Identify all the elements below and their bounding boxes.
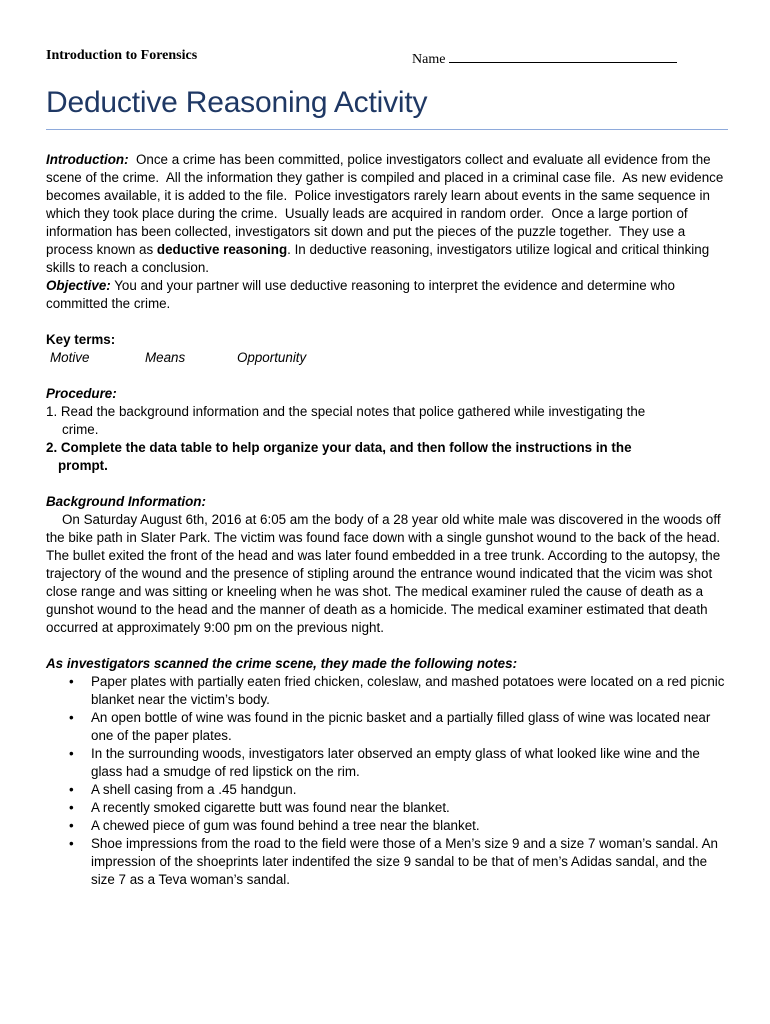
name-field xyxy=(412,48,677,68)
note-item: • Paper plates with partially eaten fried chicken, coleslaw, and mashed potatoes were located on a red picnic blanket near the victim’s body. xyxy=(91,673,730,709)
page-title: Deductive Reasoning Activity xyxy=(46,86,428,119)
note-item: • A chewed piece of gum was found behind a tree near the blanket. xyxy=(91,817,730,835)
procedure-label: Procedure: xyxy=(46,386,117,401)
procedure-step-1: 1. Read the background information and the special notes that police gathered while investigating the xyxy=(46,404,646,419)
note-item: • In the surrounding woods, investigators later observed an empty glass of what looked like wine and the glass had a smudge of red lipstick on the rim. xyxy=(91,745,730,781)
introduction-text-a: Once a crime has been committed, police investigators collect and evaluate all evidence from the scene of the crime. All the information they gather is compiled and placed in a criminal case file. As new evidence becomes available, it is added to the file. Police investigators rarely learn about events in the same sequence in which they took place during the crime. Usually leads are acquired in random order. Once a large portion of information has been collected, investigators sit down and put the pieces of the puzzle together. They use a process known as xyxy=(46,152,728,257)
key-terms-label: Key terms: xyxy=(46,332,116,347)
key-term-opportunity: Opportunity xyxy=(237,350,307,365)
objective-label: Objective: xyxy=(46,278,111,293)
course-name: Introduction to Forensics xyxy=(46,48,198,63)
objective-paragraph xyxy=(46,277,730,313)
procedure-step-2: 2. Complete the data table to help organize your data, and then follow the instructions in the xyxy=(46,440,632,455)
introduction-label: Introduction: xyxy=(46,152,129,167)
deductive-reasoning-term: deductive reasoning xyxy=(156,242,288,257)
title-divider xyxy=(46,129,728,130)
notes-label: As investigators scanned the crime scene, they made the following notes: xyxy=(46,656,518,671)
introduction-paragraph xyxy=(46,151,730,277)
note-item: • Shoe impressions from the road to the field were those of a Men’s size 9 and a size 7 woman’s sandal. An impression of the shoeprints later indentifed the size 9 sandal to be that of men’s Adidas sandal, and the size 7 as a Teva woman’s sandal. xyxy=(91,835,730,889)
procedure-step-2-cont: prompt. xyxy=(58,458,108,473)
background-paragraph: On Saturday August 6th, 2016 at 6:05 am the body of a 28 year old white male was discovered in the woods off the bike path in Slater Park. The victim was found face down with a single gunshot wound to the back of the head. The bullet exited the front of the head and was later found embedded in a tree trunk. According to the autopsy, the trajectory of the wound and the presence of stipling around the entrance wound indicated that the vicim was shot close range and was sitting or kneeling when he was shot. The medical examiner ruled the cause of death as a gunshot wound to the head and the manner of death as a homicide. The medical examiner estimated that death occurred at approximately 9:00 pm on the previous night. xyxy=(46,512,721,635)
note-item: • A recently smoked cigarette butt was found near the blanket. xyxy=(91,799,730,817)
name-label: Name xyxy=(412,52,446,67)
key-term-motive: Motive xyxy=(50,350,90,365)
key-terms-list xyxy=(46,349,730,367)
name-blank-line[interactable] xyxy=(449,48,677,63)
note-item: • A shell casing from a .45 handgun. xyxy=(91,781,730,799)
page-header xyxy=(46,48,686,68)
procedure-step-1-cont: crime. xyxy=(62,422,99,437)
key-term-means: Means xyxy=(145,350,186,365)
objective-text: You and your partner will use deductive reasoning to interpret the evidence and determine who committed the crime. xyxy=(46,278,676,311)
note-item: • An open bottle of wine was found in the picnic basket and a partially filled glass of wine was located near one of the paper plates. xyxy=(91,709,730,745)
crime-scene-notes xyxy=(46,673,730,889)
introduction-text-b: . In deductive reasoning, investigators utilize logical and critical thinking skills to reach a conclusion. xyxy=(46,242,710,275)
worksheet-body xyxy=(46,151,730,889)
background-label: Background Information: xyxy=(46,494,206,509)
